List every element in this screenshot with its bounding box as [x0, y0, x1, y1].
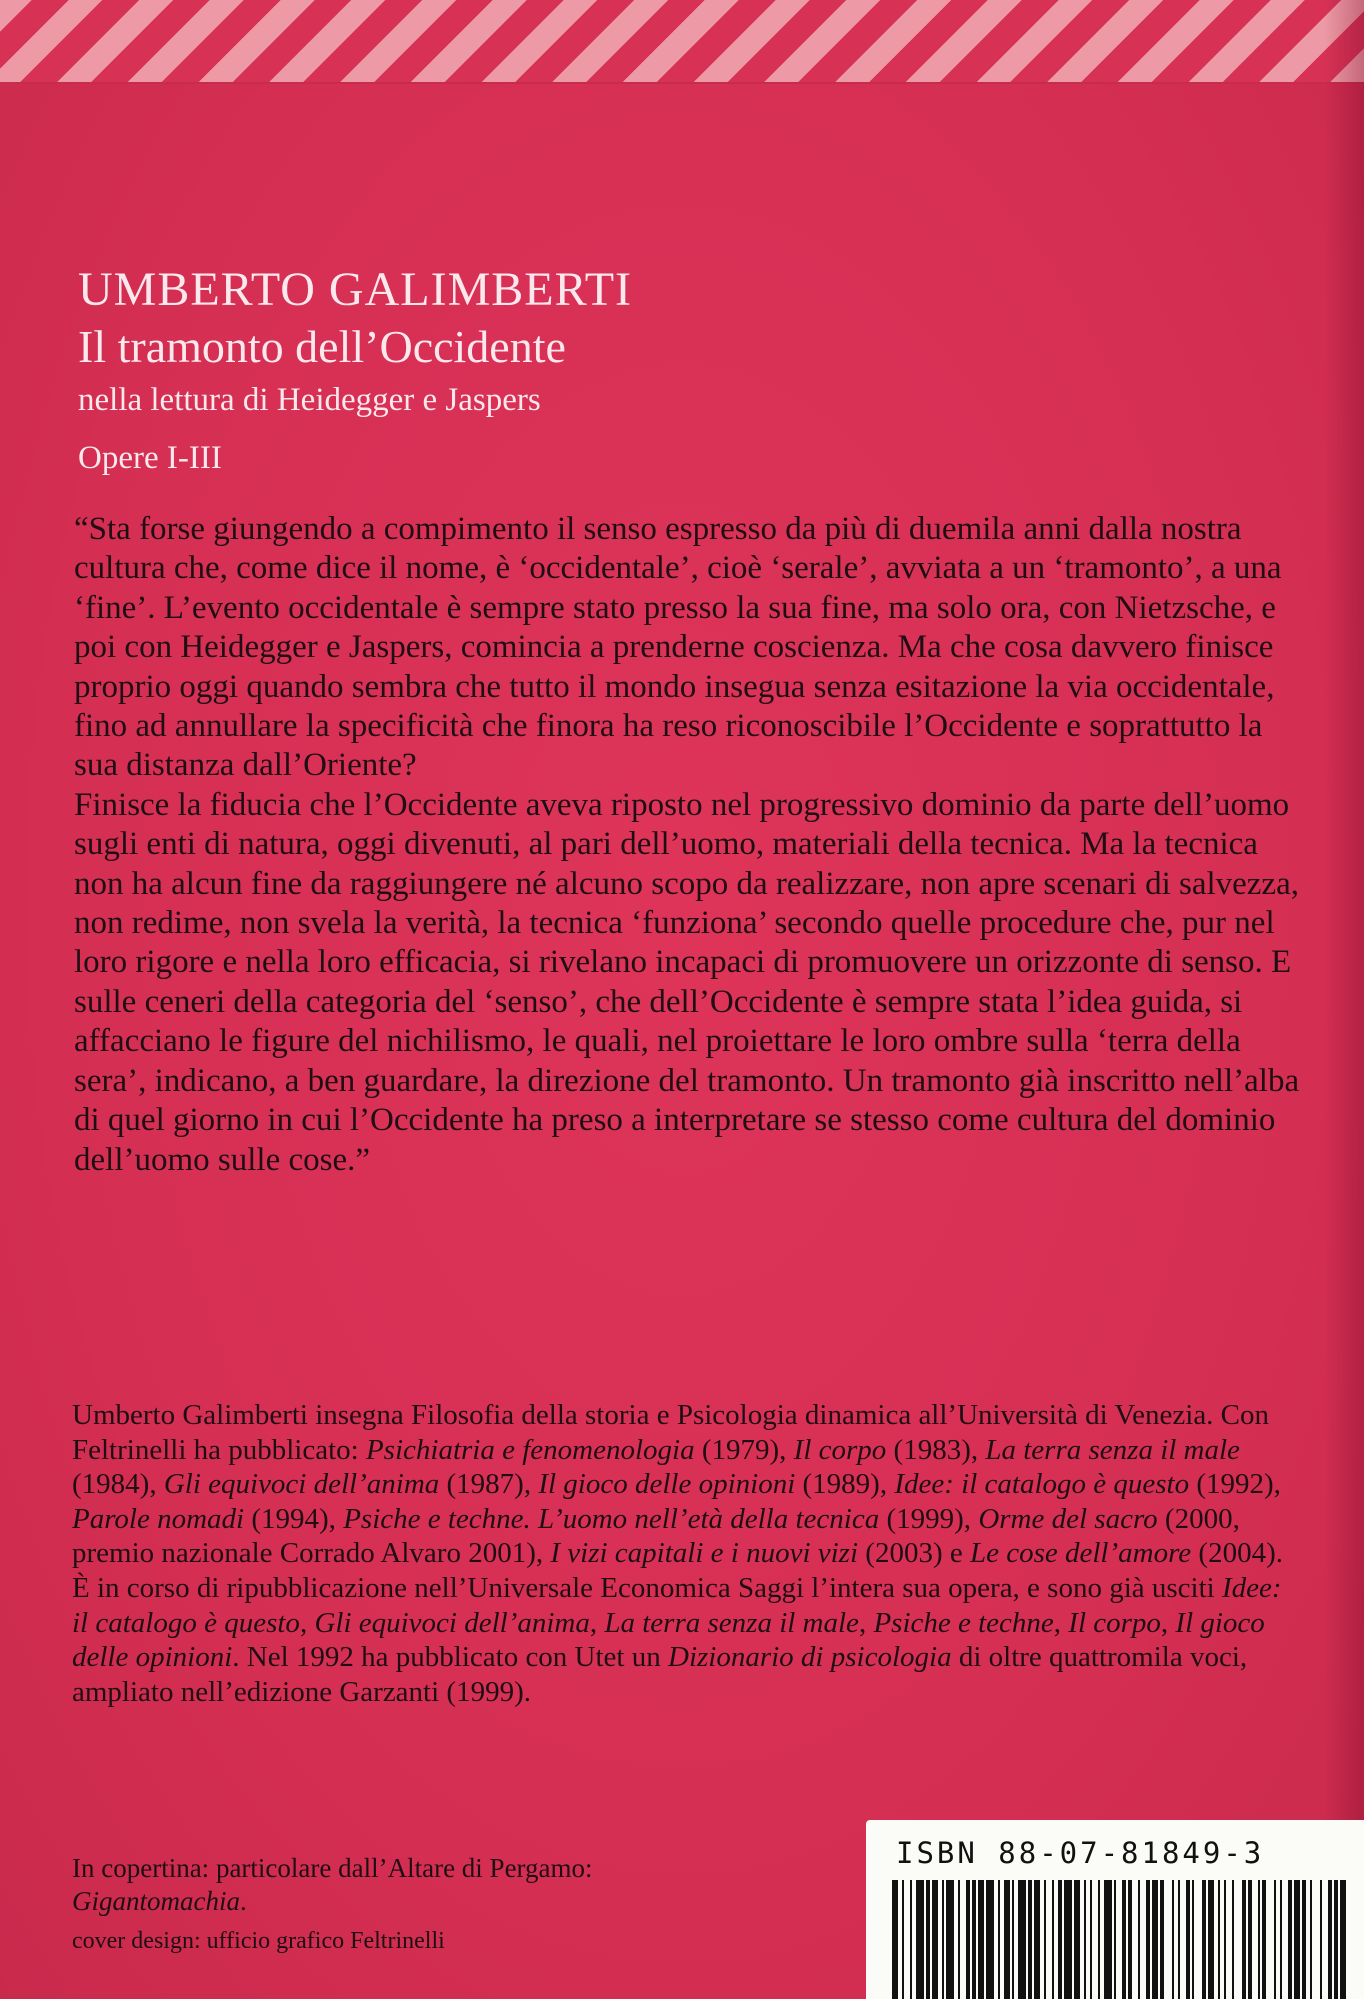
barcode-bar	[916, 1880, 924, 1999]
bio-text-run: (1989),	[795, 1468, 895, 1501]
barcode-bar	[1288, 1880, 1292, 1999]
book-title: Il tramonto dell’Occidente	[78, 321, 566, 372]
barcode-bar	[1232, 1880, 1234, 1999]
bio-text-run: ,	[589, 1606, 605, 1639]
bio-text-run: (2000, premio nazionale Corrado Alvaro 2001),	[72, 1502, 1240, 1570]
bio-text-run: (1983),	[886, 1433, 986, 1466]
bio-text-run: (1999),	[879, 1502, 979, 1535]
bio-text-run: di oltre quattromila voci, ampliato nell’edizione Garzanti (1999).	[72, 1641, 1248, 1708]
bio-text-run: (2003) e	[858, 1537, 970, 1570]
bio-text-run: (1984),	[72, 1468, 164, 1501]
barcode-bar	[892, 1880, 898, 1999]
book-title-reference: Gli equivoci dell’anima	[163, 1468, 440, 1501]
barcode-bar	[1004, 1880, 1010, 1999]
bio-text-run: (1994),	[244, 1502, 344, 1535]
barcode-bar	[1186, 1880, 1190, 1999]
cover-credit-line: In copertina: particolare dall’Altare di Pergamo:	[72, 1853, 593, 1883]
barcode-bar	[1280, 1880, 1282, 1999]
barcode-icon	[888, 1880, 1348, 1999]
spine-shadow	[1324, 0, 1364, 1999]
barcode-bar	[1310, 1880, 1312, 1999]
bio-text-run: (1992),	[1189, 1468, 1281, 1501]
barcode-bar	[1160, 1880, 1164, 1999]
barcode-bar	[1334, 1880, 1338, 1999]
bio-text-run: (1987),	[439, 1468, 539, 1501]
barcode-bar	[1114, 1880, 1116, 1999]
bio-text-run: . Nel 1992 ha pubblicato con Utet un	[232, 1641, 668, 1674]
barcode-bar	[1328, 1880, 1332, 1999]
book-title-reference: Dizionario di psicologia	[668, 1641, 952, 1674]
barcode-bar	[1248, 1880, 1252, 1999]
barcode-bar	[1128, 1880, 1132, 1999]
book-title-reference: Psiche e techne. L’uomo nell’età della tecnica	[343, 1502, 880, 1535]
book-title-reference: Idee: il catalogo è questo	[72, 1571, 1282, 1639]
bio-text-run: (1979),	[694, 1433, 794, 1466]
barcode-bar	[1152, 1880, 1158, 1999]
barcode-bar	[1258, 1880, 1260, 1999]
barcode-bar	[1138, 1880, 1140, 1999]
book-title-reference: Il corpo	[1068, 1606, 1161, 1639]
book-subtitle: nella lettura di Heidegger e Jaspers	[78, 382, 541, 418]
book-title-reference: La terra senza il male	[604, 1606, 859, 1639]
barcode-bar	[926, 1880, 930, 1999]
barcode-bar	[1122, 1880, 1126, 1999]
barcode-bar	[942, 1880, 944, 1999]
barcode-bar	[1192, 1880, 1194, 1999]
bio-text-run: Umberto Galimberti insegna Filosofia della storia e Psicologia dinamica all’Università di Venezia. Con Feltrinelli ha pubblicato:	[72, 1399, 1270, 1466]
book-title-reference: Il gioco delle opinioni	[538, 1468, 796, 1501]
barcode-label	[866, 1820, 1364, 1999]
barcode-bar	[910, 1880, 912, 1999]
bio-text-run: ,	[1160, 1606, 1176, 1639]
blurb-paragraph: “Sta forse giungendo a compimento il senso espresso da più di duemila anni dalla nostra cultura che, come dice il nome, è ‘occidentale’, cioè ‘serale’, avviata a un ‘tramonto’, a una ‘fine’. L’evento occidentale è sempre stato presso la sua fine, ma solo ora, con Nietzsche, e poi con Heidegger e Jaspers, comincia a prenderne coscienza. Ma che cosa davvero finisce proprio oggi quando sembra che tutto il mondo insegua senza esitazione la via occidentale, fino ad annullare la specificità che finora ha reso riconoscibile l’Occidente e soprattutto la sua distanza dall’Oriente?	[74, 511, 1282, 784]
barcode-bar	[902, 1880, 904, 1999]
barcode-bar	[966, 1880, 970, 1999]
barcode-bar	[1320, 1880, 1322, 1999]
barcode-bar	[1340, 1880, 1346, 1999]
cover-credit-period: .	[240, 1886, 247, 1916]
author-name: UMBERTO GALIMBERTI	[78, 263, 633, 316]
bio-text-run: (2004). È in corso di ripubblicazione nell’Universale Economica Saggi l’intera sua opera, e sono già usciti	[72, 1537, 1283, 1604]
author-bio-text	[72, 1398, 1302, 1709]
barcode-bar	[946, 1880, 954, 1999]
barcode-bar	[1028, 1880, 1032, 1999]
barcode-bar	[1302, 1880, 1306, 1999]
barcode-bar	[1034, 1880, 1040, 1999]
book-title-reference: I vizi capitali e i nuovi vizi	[550, 1537, 859, 1570]
book-title-reference: Le cose dell’amore	[969, 1537, 1192, 1570]
barcode-bar	[1274, 1880, 1276, 1999]
book-title-reference: Idee: il catalogo è questo	[894, 1468, 1190, 1501]
barcode-bar	[1012, 1880, 1014, 1999]
book-title-reference: Parole nomadi	[72, 1502, 245, 1535]
barcode-bar	[1208, 1880, 1214, 1999]
barcode-bar	[1074, 1880, 1080, 1999]
barcode-bar	[1146, 1880, 1150, 1999]
bio-text-run: ,	[858, 1606, 874, 1639]
book-title-reference: Psichiatria e fenomenologia	[365, 1433, 695, 1466]
cover-artwork-title: Gigantomachia	[72, 1886, 240, 1916]
barcode-bar	[958, 1880, 960, 1999]
book-title-reference: La terra senza il male	[985, 1433, 1240, 1466]
barcode-bar	[1018, 1880, 1026, 1999]
striped-top-band	[0, 0, 1364, 84]
barcode-bar	[1242, 1880, 1246, 1999]
cover-design-credit: cover design: ufficio grafico Feltrinelli	[72, 1928, 445, 1954]
barcode-bar	[986, 1880, 994, 1999]
barcode-bar	[1294, 1880, 1300, 1999]
isbn-number: ISBN 88-07-81849-3	[896, 1836, 1265, 1870]
book-title-reference: Orme del sacro	[978, 1502, 1158, 1535]
barcode-bar	[1058, 1880, 1062, 1999]
barcode-bar	[978, 1880, 984, 1999]
bio-text-run: ,	[1053, 1606, 1069, 1639]
series-label: Opere I-III	[78, 440, 222, 476]
book-title-reference: Psiche e techne	[873, 1606, 1054, 1639]
barcode-bar	[1104, 1880, 1112, 1999]
barcode-bar	[1178, 1880, 1180, 1999]
bio-text-run: ,	[299, 1606, 315, 1639]
barcode-bar	[1224, 1880, 1226, 1999]
barcode-bar	[1172, 1880, 1174, 1999]
book-title-reference: Gli equivoci dell’anima	[314, 1606, 590, 1639]
book-title-reference: Il corpo	[793, 1433, 887, 1466]
barcode-bar	[1064, 1880, 1072, 1999]
barcode-bar	[972, 1880, 976, 1999]
cover-credit	[72, 1852, 852, 1918]
barcode-bar	[998, 1880, 1000, 1999]
barcode-bar	[1052, 1880, 1054, 1999]
barcode-bar	[1044, 1880, 1046, 1999]
barcode-bar	[1218, 1880, 1220, 1999]
barcode-bar	[1262, 1880, 1266, 1999]
barcode-bar	[1202, 1880, 1206, 1999]
blurb-paragraph: Finisce la fiducia che l’Occidente aveva riposto nel progressivo dominio da parte dell’uomo sugli enti di natura, oggi divenuti, al pari dell’uomo, materiali della tecnica. Ma la tecnica non ha alcun fine da raggiungere né alcuno scopo da realizzare, non apre scenari di salvezza, non redime, non svela la verità, la tecnica ‘funziona’ secondo quelle procedure che, pur nel loro rigore e nella loro efficacia, si rivelano incapaci di promuovere un orizzonte di senso. E sulle ceneri della categoria del ‘senso’, che dell’Occidente è sempre stata l’idea guida, si affacciano le figure del nichilismo, le quali, nel proiettare le loro ombre sulla ‘terra della sera’, indicano, a ben guardare, la direzione del tramonto. Un tramonto già inscritto nell’alba di quel giorno in cui l’Occidente ha preso a interpretare se stesso come cultura del dominio dell’uomo sulle cose.”	[74, 786, 1300, 1178]
blurb-quote	[74, 510, 1310, 1180]
barcode-bar	[1090, 1880, 1092, 1999]
barcode-bar	[1084, 1880, 1086, 1999]
author-bio	[72, 1398, 1302, 1709]
book-title-reference: Il gioco delle opinioni	[72, 1606, 1265, 1674]
barcode-bar	[932, 1880, 938, 1999]
barcode-bar	[1098, 1880, 1100, 1999]
